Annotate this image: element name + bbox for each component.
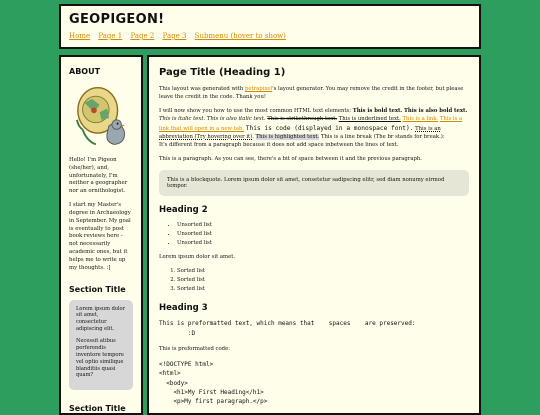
new-tab-link[interactable]: This is a link that will open in a new tab. [159,115,463,132]
paragraph: This is preformatted code: [159,346,230,353]
card-text: Necessit atibus perferendis inventore tempore vel optio similique blanditiis quasi quam? [76,338,124,379]
heading-3: Heading 3 [159,303,208,314]
preformatted-code: <!DOCTYPE html> <html> <body> <h1>My First Heading</h1> <p>My first paragraph.</p> [159,360,268,406]
underlined-text: This is underlined text. [338,115,401,122]
site-title: GEOPIGEON! [69,12,165,27]
elements-paragraph: I will now show you how to use the most common HTML text elements: This is bold text. This is also bold text. This is italic text. This is also italic text. This is strikethrough text. This is underlined text. This is a link. This is a link that will open in a new tab. This is code (displayed in a monospace font). This is an abbreviation (Try hovering over it). This is highlighted text. This is a line break (The br stands for break.): It's different from a paragraph because it does not add space inbetween the lines of text. [159,107,468,148]
section-title: Section Title [69,284,126,294]
nav-page1-link[interactable]: Page 1 [98,32,123,40]
main-content [147,55,481,415]
nav-page3-link[interactable]: Page 3 [162,32,187,40]
paragraph: Lorem ipsum dolor sit amet. [159,253,236,260]
list-item: 1. Sorted list [177,267,469,276]
bio-text: Hello! I'm Pigeon (she/her), and, unfortunately, I'm neither a geographer nor an ornithologist. [69,157,128,195]
main-nav [69,32,471,40]
unordered-list [159,221,469,248]
section-title: Section Title [69,404,126,414]
nav-home-link[interactable]: Home [69,32,91,40]
credit-link[interactable]: petrapixel [244,86,273,92]
list-item: 2. Sorted list [177,276,469,285]
highlighted-text: This is highlighted text. [255,133,320,140]
ordered-list [159,267,469,294]
intro-paragraph: This layout was generated with petrapixel's layout generator. You may remove the credit in the footer, but please leave the credit in the code. Thank you! [159,86,464,100]
list-item: • Unsorted list [177,239,469,248]
preformatted-text: This is preformatted text, which means that spaces are preserved: :D [159,320,416,337]
nav-submenu-link[interactable]: Submenu (hover to show) [194,32,286,40]
about-heading: ABOUT [69,67,101,76]
paragraph: This is a paragraph. As you can see, there's a bit of space between it and the previous paragraph. [159,155,422,162]
heading-2: Heading 2 [159,204,208,215]
line-break-text: This is a line break (The br stands for break.): [320,133,445,140]
sample-link[interactable]: This is a link. [402,115,439,122]
strike-text: This is strikethrough text. [267,115,338,122]
code-text: This is code (displayed in a monospace font). [245,124,414,132]
abbreviation-text[interactable]: This is an abbreviation (Try hovering over it). [159,125,441,140]
page-title: Page Title (Heading 1) [159,67,286,78]
bio-text: I start my Master's degree in Archaeology in September. My goal is eventually to post book reviews here - not necessarily academic ones, but it helps me to write up my thoughts. :] [69,202,131,271]
bold-text: This is bold text. [352,107,403,114]
sidebar [59,55,143,415]
pigeon-illustration [73,82,130,152]
list-item: • Unsorted list [177,230,469,239]
sidebar-card [69,300,133,391]
line-break-text: It's different from a paragraph because it does not add space inbetween the lines of text. [159,141,399,148]
list-item: 3. Sorted list [177,285,469,294]
nav-page2-link[interactable]: Page 2 [130,32,155,40]
card-text: Lorem ipsum dolor sit amet, consectetur adipiscing elit. [76,305,126,333]
italic-text: This is italic text. [159,115,206,122]
list-item: • Unsorted list [177,221,469,230]
bold-text: This is also bold text. [403,107,468,114]
blockquote: This is a blockquote. Lorem ipsum dolor sit amet, consetetur sadipscing elitr, sed diam nonumy eirmod tempor. [159,170,469,196]
header [59,4,481,49]
italic-text: This is also italic text. [206,115,266,122]
